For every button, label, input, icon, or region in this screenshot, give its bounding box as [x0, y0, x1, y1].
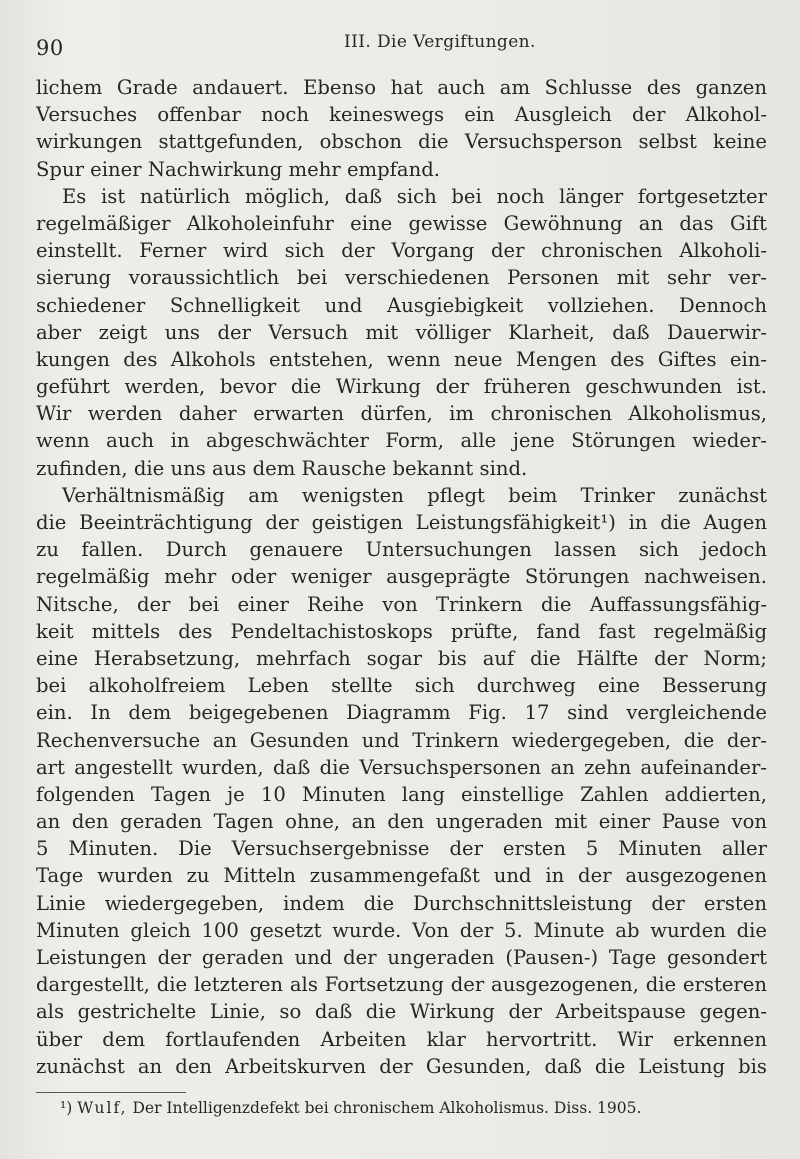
- text-line: geführt werden, bevor die Wirkung der früheren geschwunden ist.: [36, 375, 767, 399]
- text-line: ein. In dem beigegebenen Diagramm Fig. 17 sind vergleichende: [36, 701, 767, 725]
- text-line: zufinden, die uns aus dem Rausche bekannt sind.: [36, 456, 528, 480]
- text-line: wirkungen stattgefunden, obschon die Versuchsperson selbst keine: [36, 130, 767, 154]
- text-line: sierung voraussichtlich bei verschiedenen Personen mit sehr ver-: [36, 266, 767, 290]
- text-line: Spur einer Nachwirkung mehr empfand.: [36, 157, 440, 181]
- text-line: schiedener Schnelligkeit und Ausgiebigkeit vollziehen. Dennoch: [36, 293, 767, 317]
- text-line: eine Herabsetzung, mehrfach sogar bis auf die Hälfte der Norm;: [36, 646, 767, 670]
- text-line: einstellt. Ferner wird sich der Vorgang der chronischen Alkoholi-: [36, 239, 767, 263]
- text-line: folgenden Tagen je 10 Minuten lang einstellige Zahlen addierten,: [36, 782, 767, 806]
- text-line: bei alkoholfreiem Leben stellte sich durchweg eine Besserung: [36, 674, 767, 698]
- text-line: an den geraden Tagen ohne, an den ungeraden mit einer Pause von: [36, 810, 767, 834]
- text-line: Minuten gleich 100 gesetzt wurde. Von der 5. Minute ab wurden die: [36, 918, 767, 942]
- text-line: Wir werden daher erwarten dürfen, im chronischen Alkoholismus,: [36, 402, 767, 426]
- text-line: keit mittels des Pendeltachistoskops prüfte, fand fast regelmäßig: [36, 619, 767, 643]
- text-line: Versuches offenbar noch keineswegs ein Ausgleich der Alkohol-: [36, 103, 767, 127]
- text-line: art angestellt wurden, daß die Versuchspersonen an zehn aufeinander-: [36, 755, 767, 779]
- text-line: Verhältnismäßig am wenigsten pflegt beim Trinker zunächst: [62, 483, 767, 507]
- text-line: Linie wiedergegeben, indem die Durchschnittsleistung der ersten: [36, 891, 767, 915]
- running-head: III. Die Vergiftungen.: [344, 32, 536, 52]
- text-line: regelmäßig mehr oder weniger ausgeprägte Störungen nachweisen.: [36, 565, 767, 589]
- footnote-text: Der Intelligenzdefekt bei chronischem Alkoholismus. Diss. 1905.: [132, 1099, 642, 1117]
- footnote-rule: [36, 1092, 186, 1093]
- text-line: die Beeinträchtigung der geistigen Leistungsfähigkeit¹) in die Augen: [36, 511, 767, 534]
- footnote-marker: ¹): [60, 1099, 73, 1117]
- text-line: regelmäßiger Alkoholeinfuhr eine gewisse Gewöhnung an das Gift: [36, 211, 767, 235]
- text-line: Leistungen der geraden und der ungeraden (Pausen-) Tage gesondert: [36, 946, 767, 969]
- text-line: Rechenversuche an Gesunden und Trinkern wiedergegeben, die der-: [36, 728, 767, 752]
- text-line: als gestrichelte Linie, so daß die Wirkung der Arbeitspause gegen-: [36, 1000, 767, 1024]
- text-line: zunächst an den Arbeitskurven der Gesunden, daß die Leistung bis: [36, 1054, 767, 1078]
- page-number: 90: [36, 36, 64, 60]
- page-header: [36, 32, 766, 58]
- footnote-author: Wulf,: [77, 1099, 128, 1117]
- text-line: dargestellt, die letzteren als Fortsetzung der ausgezogenen, die ersteren: [36, 973, 767, 997]
- text-line: über dem fortlaufenden Arbeiten klar hervortritt. Wir erkennen: [36, 1027, 767, 1051]
- text-line: lichem Grade andauert. Ebenso hat auch am Schlusse des ganzen: [36, 76, 767, 99]
- text-line: kungen des Alkohols entstehen, wenn neue Mengen des Giftes ein-: [36, 347, 767, 371]
- body-text: [36, 74, 767, 1080]
- text-line: wenn auch in abgeschwächter Form, alle jene Störungen wieder-: [36, 429, 767, 453]
- text-line: 5 Minuten. Die Versuchsergebnisse der ersten 5 Minuten aller: [36, 837, 767, 861]
- text-line: Es ist natürlich möglich, daß sich bei noch länger fortgesetzter: [62, 184, 767, 208]
- text-line: Tage wurden zu Mitteln zusammengefaßt und in der ausgezogenen: [36, 864, 767, 888]
- text-line: zu fallen. Durch genauere Untersuchungen lassen sich jedoch: [36, 538, 767, 562]
- text-line: aber zeigt uns der Versuch mit völliger Klarheit, daß Dauerwir-: [36, 320, 767, 344]
- text-line: Nitsche, der bei einer Reihe von Trinkern die Auffassungsfähig-: [36, 592, 767, 616]
- footnote: [60, 1097, 767, 1119]
